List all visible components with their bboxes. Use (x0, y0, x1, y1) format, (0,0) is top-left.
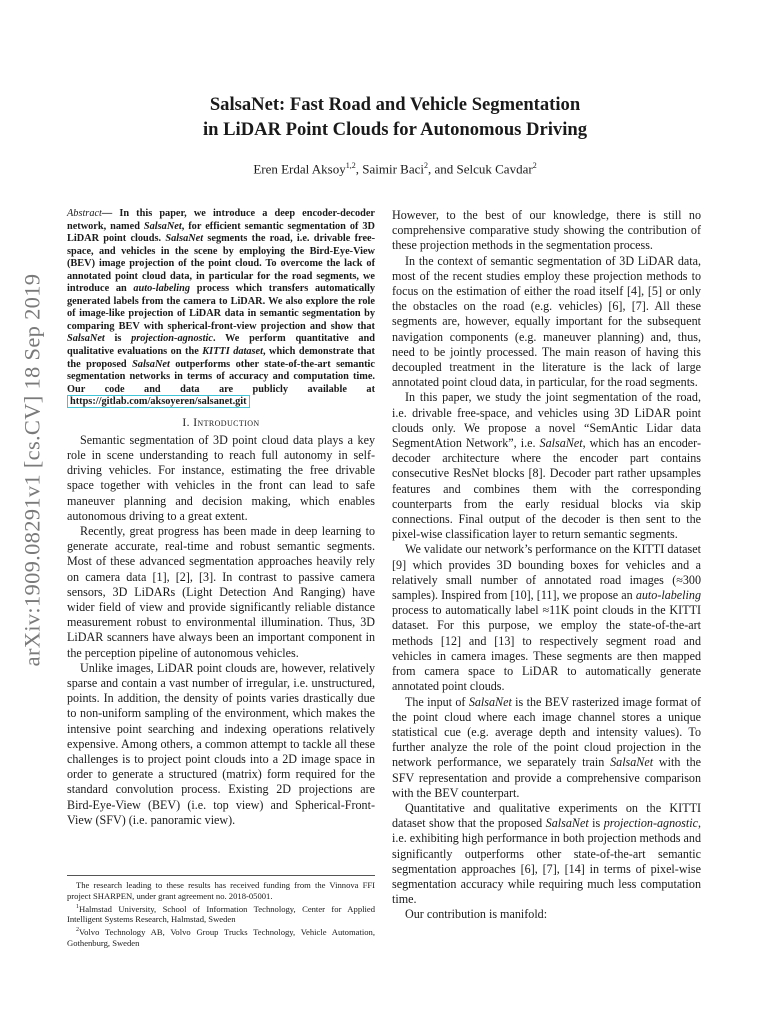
author-2: , Saimir Baci (355, 161, 424, 177)
right-column (392, 208, 701, 923)
author-3: , and Selcuk Cavdar (427, 161, 533, 177)
section-heading-introduction: I. Introduction (182, 416, 260, 429)
intro-paragraph-7: The input of SalsaNet is the BEV rasterized image format of the point cloud where each image channel stores a unique statistical cue (e.g. average depth and intensity values). To further analyze the role of the point cloud projection in the network performance, we separately train SalsaNet with the SFV representation and provide a comprehensive comparison with the BEV counterpart. (392, 694, 702, 800)
footnote-funding: The research leading to these results has received funding from the Vinnova FFI project SHARPEN, under grant agreement no. 2018-05001. (67, 880, 375, 901)
paper-title (70, 92, 720, 142)
intro-paragraph-continued: However, to the best of our knowledge, there is still no comprehensive comparative study showing the contribution of these projection methods in the segmentation process. (392, 208, 701, 253)
intro-paragraph-1: Semantic segmentation of 3D point cloud data plays a key role in scene understanding to reach full autonomy in self-driving vehicles. For instance, estimating the free drivable space together with vehicles in the front can lead to safe maneuver planning and decision making, which enables autonomous driving to a great extent. (67, 432, 375, 523)
author-3-affiliation: 2 (532, 161, 537, 170)
left-column (67, 208, 375, 828)
footnote-affiliation-1: $^1$Halmstad University, School of Information Technology, Center for Applied Intelligent Systems Research, Halmstad, Sweden (67, 903, 375, 925)
arxiv-identifier: arXiv:1909.08291v1 [cs.CV] 18 Sep 2019 (19, 273, 44, 667)
abstract: Abstract— In this paper, we introduce a deep encoder-decoder network, named SalsaNet, for efficient semantic segmentation of 3D LiDAR point clouds. SalsaNet segments the road, i.e. drivable free-space, and vehicles in the scene by employing the Bird-Eye-View (BEV) image projection of the point cloud. To overcome the lack of annotated point cloud data, in particular for the road segments, we introduce an auto-labeling process which transfers automatically generated labels from the camera to LiDAR. We also explore the role of image-like projection of LiDAR data in semantic segmentation by comparing BEV with spherical-front-view projection and show that SalsaNet is projection-agnostic. We perform quantitative and qualitative evaluations on the KITTI dataset, which demonstrate that the proposed SalsaNet outperforms other state-of-the-art semantic segmentation networks in terms of accuracy and computation time. Our code and data are publicly available at https://gitlab.com/aksoyeren/salsanet.git (67, 208, 376, 408)
intro-paragraph-9: Our contribution is manifold: (405, 907, 548, 922)
intro-paragraph-6: We validate our network’s performance on the KITTI dataset [9] which provides 3D bounding boxes for vehicles and a relatively small number of annotated road images (≈300 samples). Inspired from [10], [11], we propose an auto-labeling process to automatically label ≈11K point clouds in the KITTI dataset. For this purpose, we employ the state-of-the-art methods [12] and [13] to respectively segment road and vehicles in camera images. These segments are then mapped from camera space to LiDAR to automatically generate annotated point clouds. (392, 542, 701, 694)
intro-paragraph-8: Quantitative and qualitative experiments on the KITTI dataset show that the proposed SalsaNet is projection-agnostic, i.e. exhibiting high performance in both projection methods and significantly outperforms other state-of-the-art semantic segmentation approaches [6], [7], [14] in terms of pixel-wise segmentation accuracy while requiring much less computation time. (392, 800, 701, 907)
abstract-label: Abstract (67, 208, 102, 219)
intro-paragraph-3: Unlike images, LiDAR point clouds are, however, relatively sparse and contain a vast number of irregular, i.e. unstructured, points. In addition, the density of points varies drastically due to non-uniform sampling of the environment, which makes the intensive point searching and indexing operations relatively expensive. Among others, a common attempt to tackle all these challenges is to project point clouds into a 2D image space in order to generate a structured (matrix) form required for the standard convolution process. Existing 2D projections are Bird-Eye-View (BEV) (i.e. top view) and Spherical-Front-View (SFV) (i.e. panoramic view). (67, 660, 375, 827)
intro-paragraph-4: In the context of semantic segmentation of 3D LiDAR data, most of the recent studies employ these projection methods to focus on the estimation of either the road itself [4], [5] or only the obstacles on the road (e.g. vehicles) [6], [7]. All these segments are, however, equally important for the subsequent navigation components (e.g. maneuver planning) and, thus, need to be jointly processed. The main reason of having this decoupled treatment in the literature is the lack of large annotated point cloud data, in particular, for the road segments. (392, 253, 701, 390)
intro-paragraph-2: Recently, great progress has been made in deep learning to generate accurate, real-time and robust semantic segments. Most of these advanced segmentation approaches heavily rely on camera data [1], [2], [3]. In contrast to passive camera sensors, 3D LiDARs (Light Detection And Ranging) have wider field of view and provide significantly reliable distance measurement robust to environmental illumination. Thus, 3D LiDAR scanners have always been an important component in the perception pipeline of autonomous vehicles. (67, 523, 375, 660)
author-1-affiliation: 1,2 (345, 161, 356, 170)
footnotes (67, 875, 375, 949)
footnote-affiliation-2: $^2$Volvo Technology AB, Volvo Group Trucks Technology, Vehicle Automation, Gothenburg, Sweden (67, 926, 375, 948)
title-line-2: in LiDAR Point Clouds for Autonomous Driving (203, 119, 587, 140)
author-list (70, 161, 720, 177)
intro-paragraph-5: In this paper, we study the joint segmentation of the road, i.e. drivable free-space, and vehicles using 3D LiDAR point clouds only. We propose a novel “SemAntic Lidar data SegmentAtion Network”, i.e. SalsaNet, which has an encoder-decoder architecture where the encoder part contains consecutive ResNet blocks [8]. Decoder part rather upsamples features and combines them with the corresponding counterparts from the early residual blocks via skip connections. Final output of the decoder is then sent to the pixel-wise classification layer to return semantic segments. (392, 390, 701, 542)
code-repository-link[interactable]: https://gitlab.com/aksoyeren/salsanet.git (67, 395, 250, 408)
arxiv-stamp (4, 200, 60, 740)
title-line-1: SalsaNet: Fast Road and Vehicle Segmentation (209, 94, 581, 115)
author-2-affiliation: 2 (423, 161, 428, 170)
author-1: Eren Erdal Aksoy (253, 161, 346, 177)
